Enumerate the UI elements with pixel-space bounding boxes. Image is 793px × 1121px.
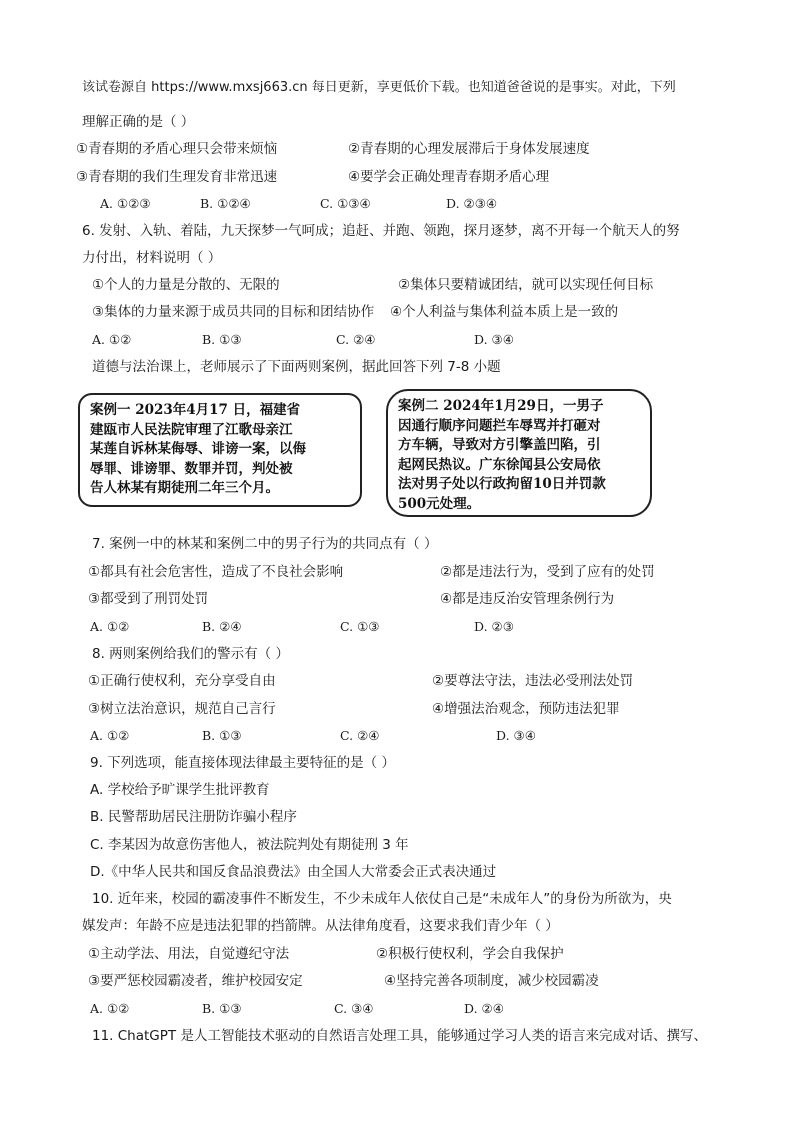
- q6-option-1: ①个人的力量是分散的、无限的: [92, 277, 280, 293]
- q6-choice-d: D. ③④: [474, 332, 514, 347]
- q7-choice-a: A. ①②: [90, 619, 130, 634]
- case-one-line-3: 某莲自诉林某侮辱、诽谤一案，以侮: [90, 441, 306, 457]
- case-one-line-4: 辱罪、诽谤罪、数罪并罚，判处被: [90, 460, 293, 477]
- case-one-line-2: 建瓯市人民法院审理了江歌母亲江: [90, 421, 293, 438]
- q10-choice-a: A. ①②: [90, 1001, 130, 1016]
- q8-option-4: ④增强法治观念，预防违法犯罪: [432, 701, 620, 717]
- case-two-line-1: 案例二 2024年1月29日，一男子: [398, 398, 604, 414]
- q9-option-d: D.《中华人民共和国反食品浪费法》由全国人大常委会正式表决通过: [90, 864, 497, 880]
- case-intro: 道德与法治课上，老师展示了下面两则案例，据此回答下列 7-8 小题: [92, 359, 501, 375]
- q6-stem-line1: 6. 发射、入轨、着陆，九天探梦一气呵成；追赶、并跑、领跑，探月逐梦，离不开每一个航天人的努: [82, 223, 680, 239]
- q7-option-2: ②都是违法行为，受到了应有的处罚: [440, 564, 655, 580]
- q10-choice-c: C. ③④: [334, 1001, 374, 1016]
- q10-stem-line1: 10. 近年来，校园的霸凌事件不断发生，不少未成年人依仗自己是“未成年人”的身份为所欲为，央: [92, 891, 672, 907]
- q5-choice-a: A. ①②③: [100, 196, 151, 211]
- case-two-line-3: 方车辆，导致对方引擎盖凹陷，引: [398, 437, 601, 453]
- q5-option-3: ③青春期的我们生理发育非常迅速: [76, 169, 278, 185]
- q10-choice-b: B. ①③: [202, 1001, 242, 1016]
- q5-stem-line2: 理解正确的是（ ）: [82, 114, 195, 130]
- q6-choice-a: A. ①②: [92, 332, 132, 347]
- q8-option-2: ②要尊法守法，违法必受刑法处罚: [432, 673, 634, 689]
- case-two-line-2: 因通行顺序问题拦车辱骂并打砸对: [398, 417, 601, 434]
- q6-stem-line2: 力付出，材料说明（ ）: [82, 250, 222, 266]
- q5-choice-d: D. ②③④: [446, 196, 498, 211]
- q8-option-3: ③树立法治意识，规范自己言行: [88, 701, 276, 717]
- q5-choice-c: C. ①③④: [320, 196, 371, 211]
- q7-option-4: ④都是违反治安管理条例行为: [440, 591, 615, 607]
- case-one-line-5: 告人林某有期徒刑二年三个月。: [90, 480, 279, 496]
- q11-stem-line1: 11. ChatGPT 是人工智能技术驱动的自然语言处理工具，能够通过学习人类的语言来完成对话、撰写、: [92, 1028, 707, 1044]
- q9-option-c: C. 李某因为故意伤害他人，被法院判处有期徒刑 3 年: [90, 837, 409, 853]
- q10-option-1: ①主动学法、用法，自觉遵纪守法: [88, 946, 290, 962]
- q8-choice-c: C. ②④: [340, 728, 380, 743]
- q9-option-a: A. 学校给予旷课学生批评教育: [90, 782, 270, 798]
- q6-choice-b: B. ①③: [202, 332, 242, 347]
- case-two-line-6: 500元处理。: [398, 495, 481, 512]
- q9-stem: 9. 下列选项，能直接体现法律最主要特征的是（ ）: [90, 755, 395, 771]
- q10-choice-d: D. ②④: [464, 1001, 504, 1016]
- q10-option-2: ②积极行使权利，学会自我保护: [376, 946, 564, 962]
- q8-option-1: ①正确行使权利，充分享受自由: [88, 673, 276, 689]
- q7-stem: 7. 案例一中的林某和案例二中的男子行为的共同点有（ ）: [92, 536, 438, 552]
- q8-choice-d: D. ③④: [496, 728, 536, 743]
- q7-choice-b: B. ②④: [202, 619, 242, 634]
- q8-choice-b: B. ①③: [202, 728, 242, 743]
- q7-option-3: ③都受到了刑罚处罚: [88, 591, 209, 607]
- case-one-box: [78, 393, 362, 507]
- source-line: 该试卷源自 https://www.mxsj663.cn 每日更新，享更低价下载。也知道爸爸说的是事实。对此，下列: [82, 80, 676, 95]
- q10-stem-line2: 媒发声：年龄不应是违法犯罪的挡箭牌。从法律角度看，这要求我们青少年（ ）: [82, 918, 559, 934]
- q5-option-2: ②青春期的心理发展滞后于身体发展速度: [348, 141, 590, 157]
- q6-option-4: ④个人利益与集体利益本质上是一致的: [390, 304, 619, 320]
- q7-option-1: ①都具有社会危害性，造成了不良社会影响: [88, 564, 344, 580]
- q5-choice-b: B. ①②④: [200, 196, 251, 211]
- case-two-line-5: 法对男子处以行政拘留10日并罚款: [398, 476, 606, 492]
- q5-option-4: ④要学会正确处理青春期矛盾心理: [348, 169, 550, 185]
- q6-choice-c: C. ②④: [336, 332, 376, 347]
- q9-option-b: B. 民警帮助居民注册防诈骗小程序: [90, 809, 297, 825]
- q5-option-1: ①青春期的矛盾心理只会带来烦恼: [76, 141, 278, 157]
- q10-option-4: ④坚持完善各项制度，减少校园霸凌: [384, 973, 599, 989]
- q8-choice-a: A. ①②: [90, 728, 130, 743]
- case-two-box: [386, 389, 652, 517]
- q7-choice-c: C. ①③: [340, 619, 380, 634]
- case-two-line-4: 起网民热议。广东徐闻县公安局依: [398, 456, 601, 473]
- q10-option-3: ③要严惩校园霸凌者，维护校园安定: [88, 973, 303, 989]
- q6-option-3: ③集体的力量来源于成员共同的目标和团结协作: [92, 304, 375, 320]
- q8-stem: 8. 两则案例给我们的警示有（ ）: [92, 646, 289, 662]
- q7-choice-d: D. ②③: [474, 619, 514, 634]
- case-one-line-1: 案例一 2023年4月17 日，福建省: [90, 402, 301, 418]
- q6-option-2: ②集体只要精诚团结，就可以实现任何目标: [398, 277, 654, 293]
